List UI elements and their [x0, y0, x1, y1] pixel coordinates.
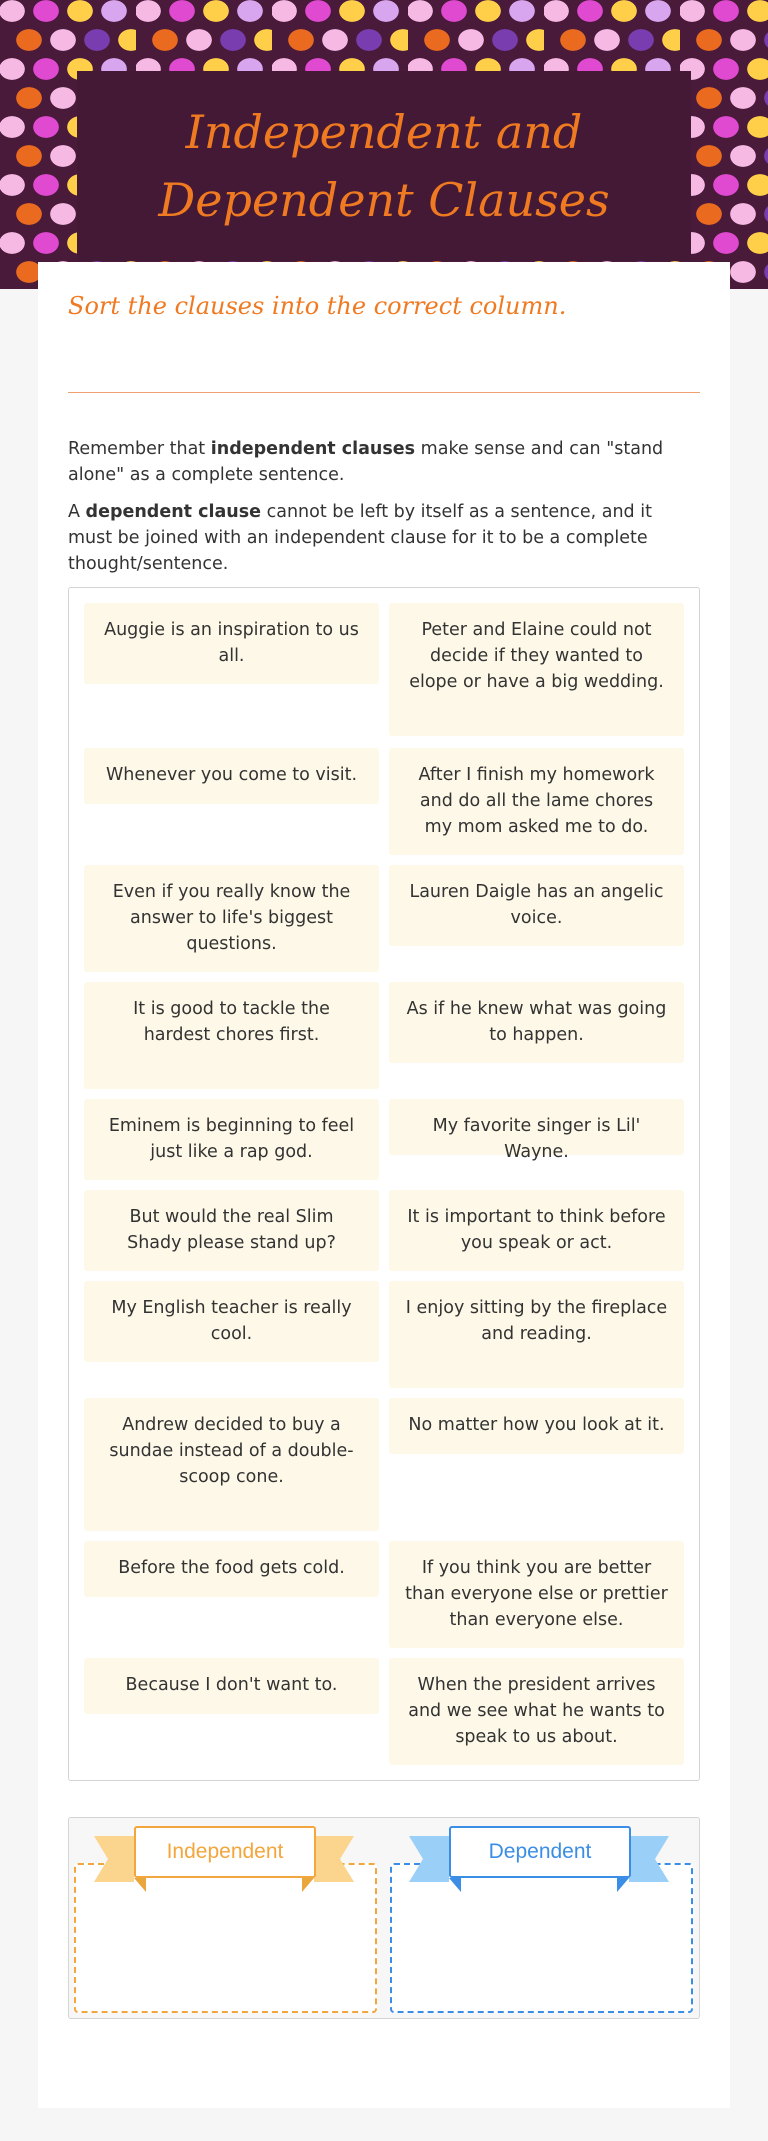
clause-card[interactable]	[84, 1281, 379, 1362]
clause-card[interactable]	[389, 1398, 684, 1454]
clause-card[interactable]	[84, 748, 379, 804]
clause-card[interactable]	[389, 865, 684, 946]
dependent-label: Dependent	[449, 1826, 631, 1878]
clause-card[interactable]	[84, 1398, 379, 1531]
sorting-bins	[68, 1817, 700, 2019]
clause-text: Before the food gets cold.	[118, 1558, 345, 1578]
intro-text: Remember that	[68, 439, 211, 459]
title-panel	[77, 71, 691, 261]
clause-card[interactable]	[84, 1190, 379, 1271]
term-dependent-clause: dependent clause	[85, 502, 262, 522]
clause-text: My favorite singer is Lil' Wayne.	[432, 1116, 641, 1162]
clause-card[interactable]	[389, 1281, 684, 1388]
clause-card[interactable]	[389, 748, 684, 855]
clause-text: Auggie is an inspiration to us all.	[104, 620, 359, 666]
clause-text: Peter and Elaine could not decide if they wanted to elope or have a big wedding.	[409, 620, 664, 692]
intro-text: A	[68, 502, 86, 522]
clause-text: Even if you really know the answer to life's biggest questions.	[112, 882, 351, 954]
clause-text: But would the real Slim Shady please stand up?	[127, 1207, 336, 1253]
clause-text: I enjoy sitting by the fireplace and reading.	[405, 1298, 668, 1344]
independent-label: Independent	[134, 1826, 316, 1878]
clause-text: After I finish my homework and do all the lame chores my mom asked me to do.	[418, 765, 655, 837]
header-banner	[0, 0, 768, 289]
clause-text: Whenever you come to visit.	[105, 765, 358, 785]
intro-text: make sense and can "stand alone" as a complete sentence.	[68, 439, 664, 485]
clause-cards-container	[68, 587, 700, 1781]
clause-text: When the president arrives and we see what he wants to speak to us about.	[408, 1675, 665, 1747]
intro-paragraph-dependent	[68, 499, 700, 577]
divider	[68, 392, 700, 393]
dependent-ribbon	[409, 1826, 669, 1892]
independent-ribbon	[94, 1826, 354, 1892]
clause-card[interactable]	[389, 1541, 684, 1648]
intro-text: cannot be left by itself as a sentence, and it must be joined with an independent clause for it to be a complete thought/sentence.	[68, 502, 652, 574]
clause-card[interactable]	[84, 1541, 379, 1597]
clause-text: Andrew decided to buy a sundae instead of a double-scoop cone.	[109, 1415, 354, 1487]
clause-card[interactable]	[84, 865, 379, 972]
clause-card[interactable]	[389, 603, 684, 736]
clause-card[interactable]	[389, 1190, 684, 1271]
clause-card[interactable]	[84, 1658, 379, 1714]
clause-text: As if he knew what was going to happen.	[406, 999, 667, 1045]
clause-text: It is important to think before you speak or act.	[407, 1207, 666, 1253]
clause-card[interactable]	[84, 1099, 379, 1180]
intro-paragraph-independent	[68, 436, 700, 488]
clause-text: Lauren Daigle has an angelic voice.	[409, 882, 664, 928]
clause-text: No matter how you look at it.	[408, 1415, 665, 1435]
term-independent-clauses: independent clauses	[210, 439, 416, 459]
clause-card[interactable]	[84, 982, 379, 1089]
clause-card[interactable]	[389, 982, 684, 1063]
clause-text: My English teacher is really cool.	[111, 1298, 352, 1344]
clause-text: It is good to tackle the hardest chores first.	[133, 999, 330, 1045]
clause-text: Eminem is beginning to feel just like a rap god.	[108, 1116, 355, 1162]
clause-card[interactable]	[389, 1658, 684, 1765]
worksheet-title: Independent and Dependent Clauses	[158, 105, 610, 227]
clause-card[interactable]	[84, 603, 379, 684]
instruction-heading: Sort the clauses into the correct column.	[68, 292, 567, 320]
clause-text: Because I don't want to.	[125, 1675, 338, 1695]
clause-card[interactable]	[389, 1099, 684, 1162]
clause-text: If you think you are better than everyone else or prettier than everyone else.	[405, 1558, 668, 1630]
